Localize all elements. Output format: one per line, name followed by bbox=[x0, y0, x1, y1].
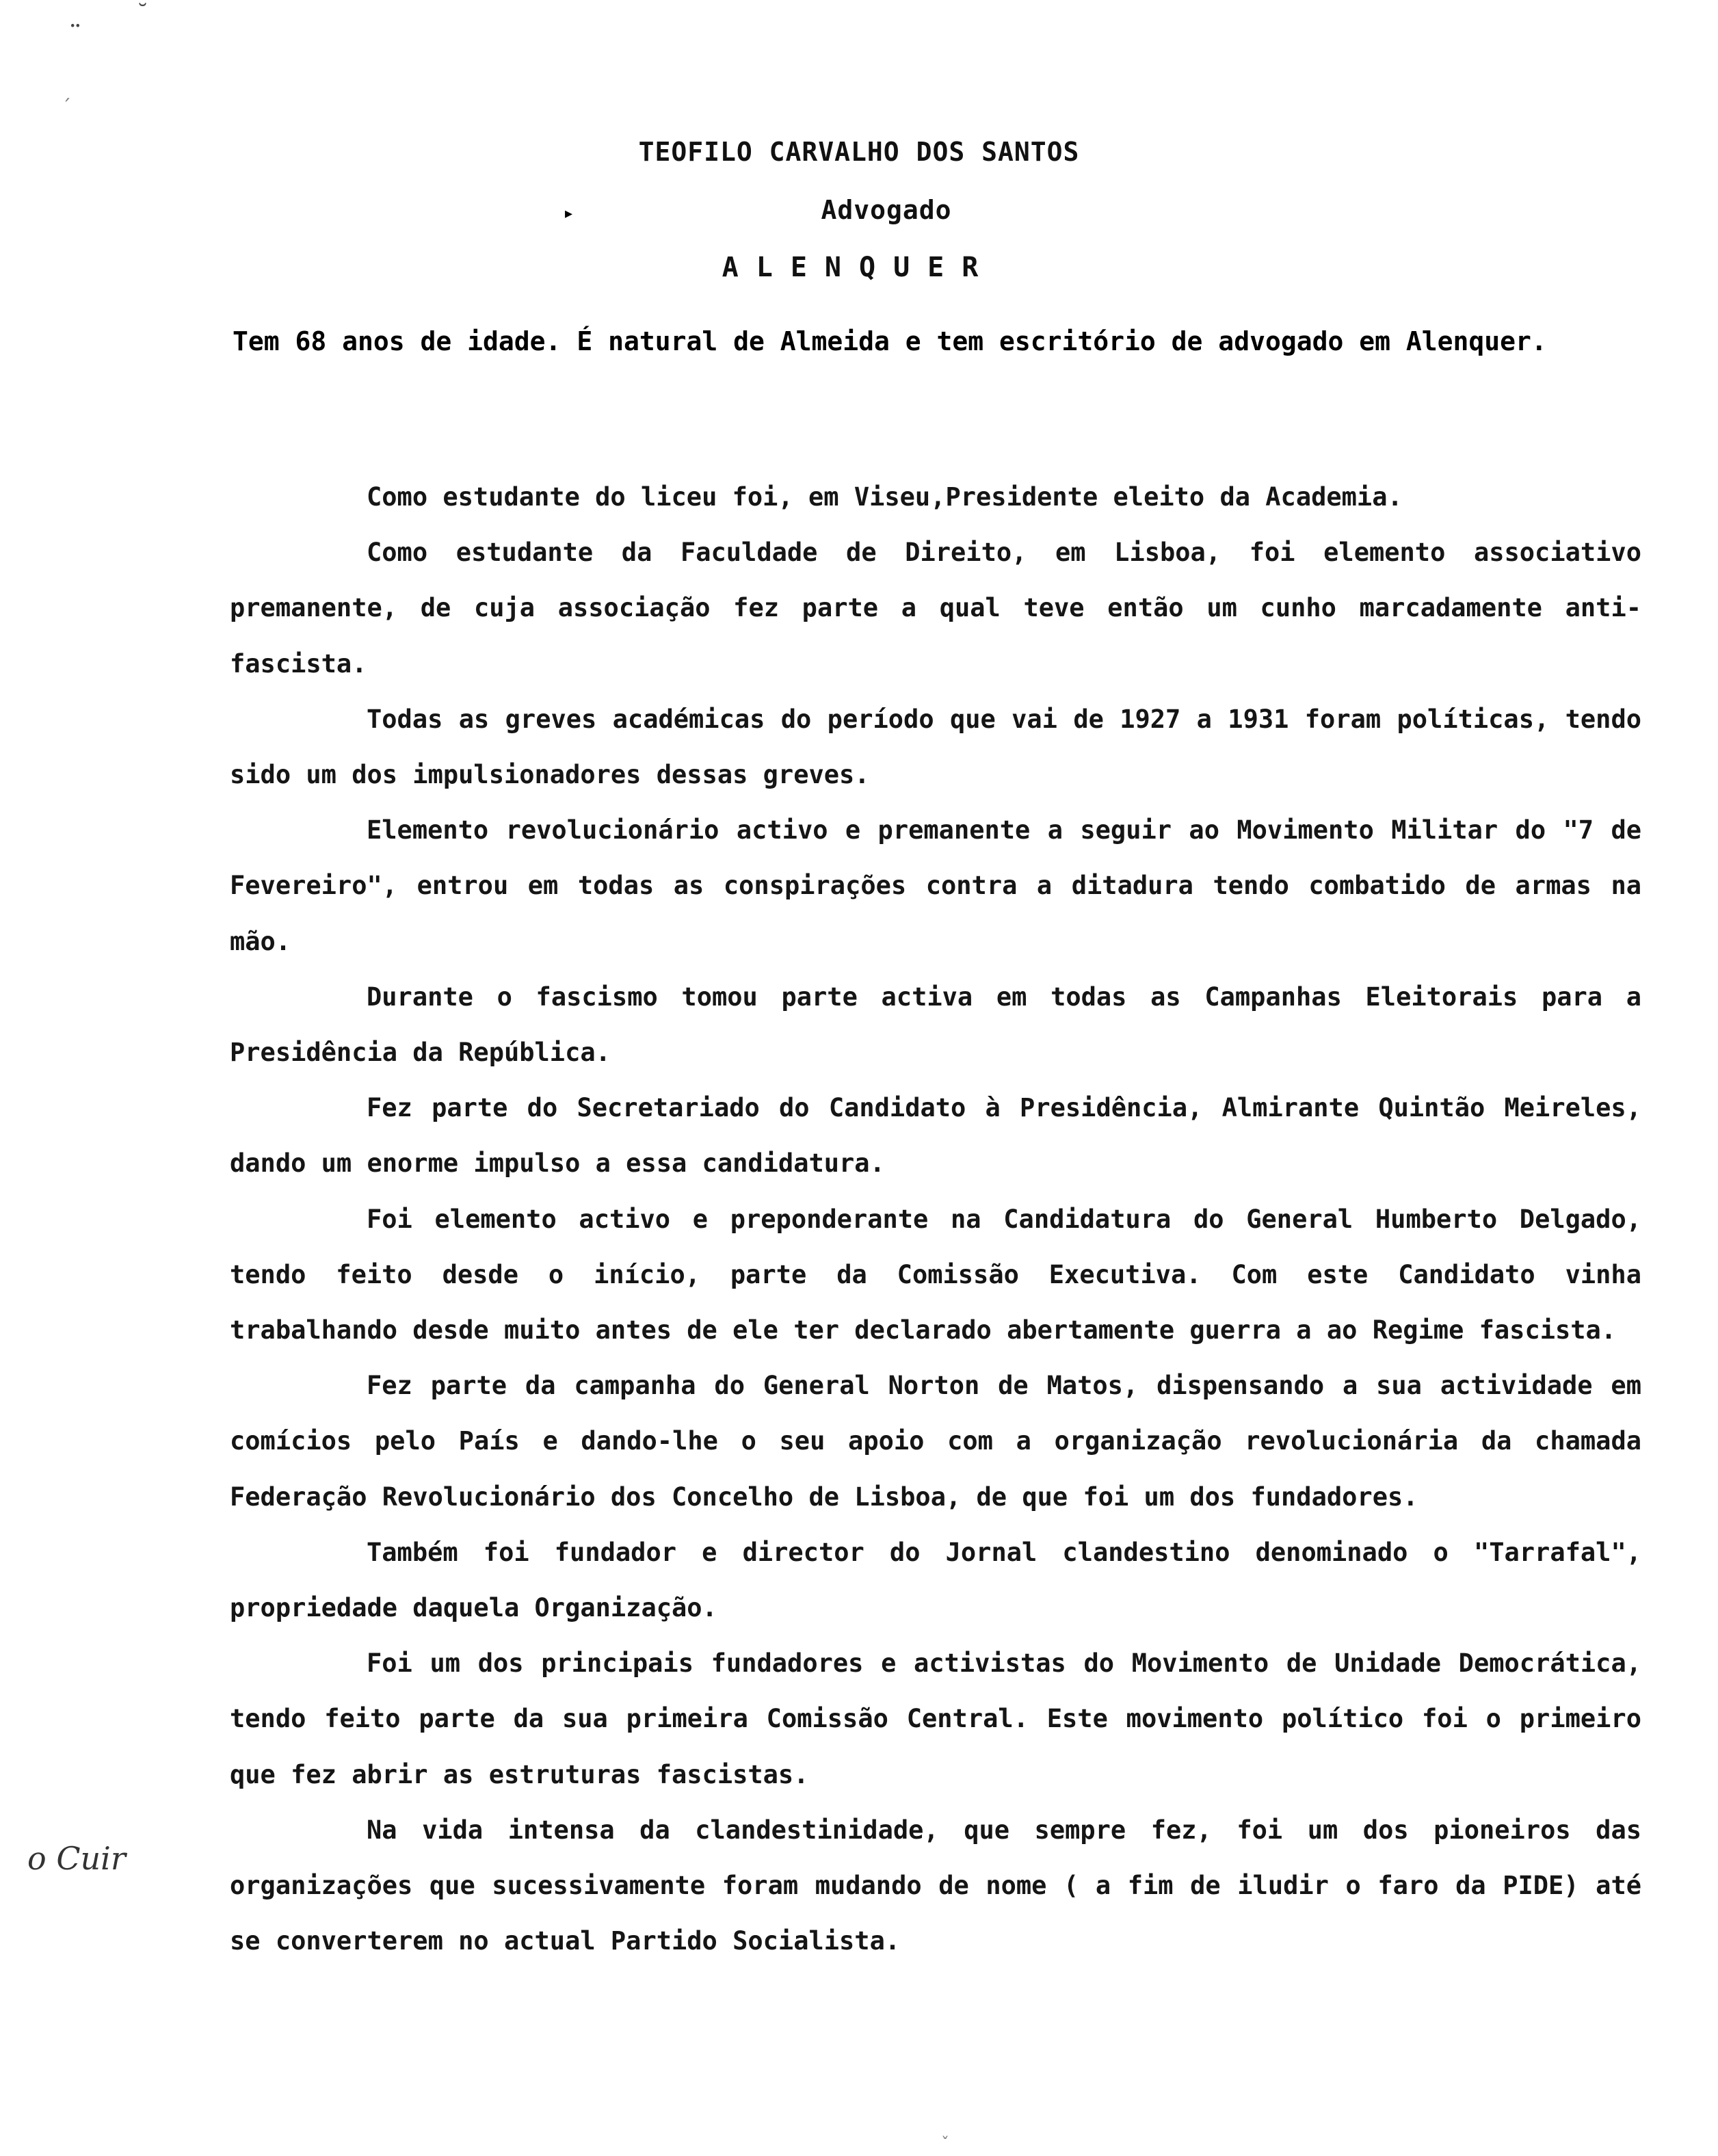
intro-paragraph: Tem 68 anos de idade. É natural de Almeida e tem escritório de advogado em Alenquer. bbox=[233, 326, 1547, 356]
document-title-name: TEOFILO CARVALHO DOS SANTOS bbox=[638, 137, 1080, 167]
document-title-profession: Advogado bbox=[821, 195, 952, 225]
stray-mark: ´ bbox=[62, 96, 71, 118]
document-title-city: ALENQUER bbox=[722, 252, 996, 283]
paragraph: Na vida intensa da clandestinidade, que sempre fez, foi um dos pioneiros das organizações que sucessivamente foram mudando de nome ( a fim de iludir o faro da PIDE) até se converterem no actual Partido Socialista. bbox=[230, 1815, 1641, 1956]
stray-mark: ¨ bbox=[68, 21, 82, 52]
stray-mark: ˇ bbox=[941, 2134, 949, 2153]
paragraph: Foi elemento activo e preponderante na Candidatura do General Humberto Delgado, tendo feito desde o início, parte da Comissão Executiva. Com este Candidato vinha trabalhando desde muito antes de ele ter declarado abertamente guerra a ao Regime fascista. bbox=[230, 1204, 1641, 1345]
stray-mark: ˘ bbox=[137, 0, 148, 27]
paragraph: Como estudante do liceu foi, em Viseu,Presidente eleito da Academia. bbox=[367, 482, 1403, 512]
paragraph: Como estudante da Faculdade de Direito, em Lisboa, foi elemento associativo premanente, de cuja associação fez parte a qual teve então um cunho marcadamente anti-fascista. bbox=[230, 538, 1641, 679]
paragraph: Foi um dos principais fundadores e activistas do Movimento de Unidade Democrática, tendo feito parte da sua primeira Comissão Central. Este movimento político foi o primeiro que fez abrir as estruturas fascistas. bbox=[230, 1648, 1641, 1789]
paragraph: Durante o fascismo tomou parte activa em todas as Campanhas Eleitorais para a Presidência da República. bbox=[230, 982, 1641, 1068]
paragraph: Também foi fundador e director do Jornal clandestino denominado o "Tarrafal", propriedade daquela Organização. bbox=[230, 1537, 1641, 1623]
paragraph: Todas as greves académicas do período que vai de 1927 a 1931 foram políticas, tendo sido um dos impulsionadores dessas greves. bbox=[230, 704, 1641, 790]
handwritten-margin-note: o Cuir bbox=[27, 1840, 126, 1877]
paragraph: Fez parte da campanha do General Norton de Matos, dispensando a sua actividade em comícios pelo País e dando-lhe o seu apoio com a organização revolucionária da chamada Federação Revolucionário dos Concelho de Lisboa, de que foi um dos fundadores. bbox=[230, 1371, 1641, 1512]
paragraph: Elemento revolucionário activo e premanente a seguir ao Movimento Militar do "7 de Fevereiro", entrou em todas as conspirações contra a ditadura tendo combatido de armas na mão. bbox=[230, 815, 1641, 956]
document-body bbox=[230, 469, 1641, 1969]
bullet-mark: ▸ bbox=[565, 205, 573, 222]
paragraph: Fez parte do Secretariado do Candidato à Presidência, Almirante Quintão Meireles, dando um enorme impulso a essa candidatura. bbox=[230, 1093, 1641, 1179]
